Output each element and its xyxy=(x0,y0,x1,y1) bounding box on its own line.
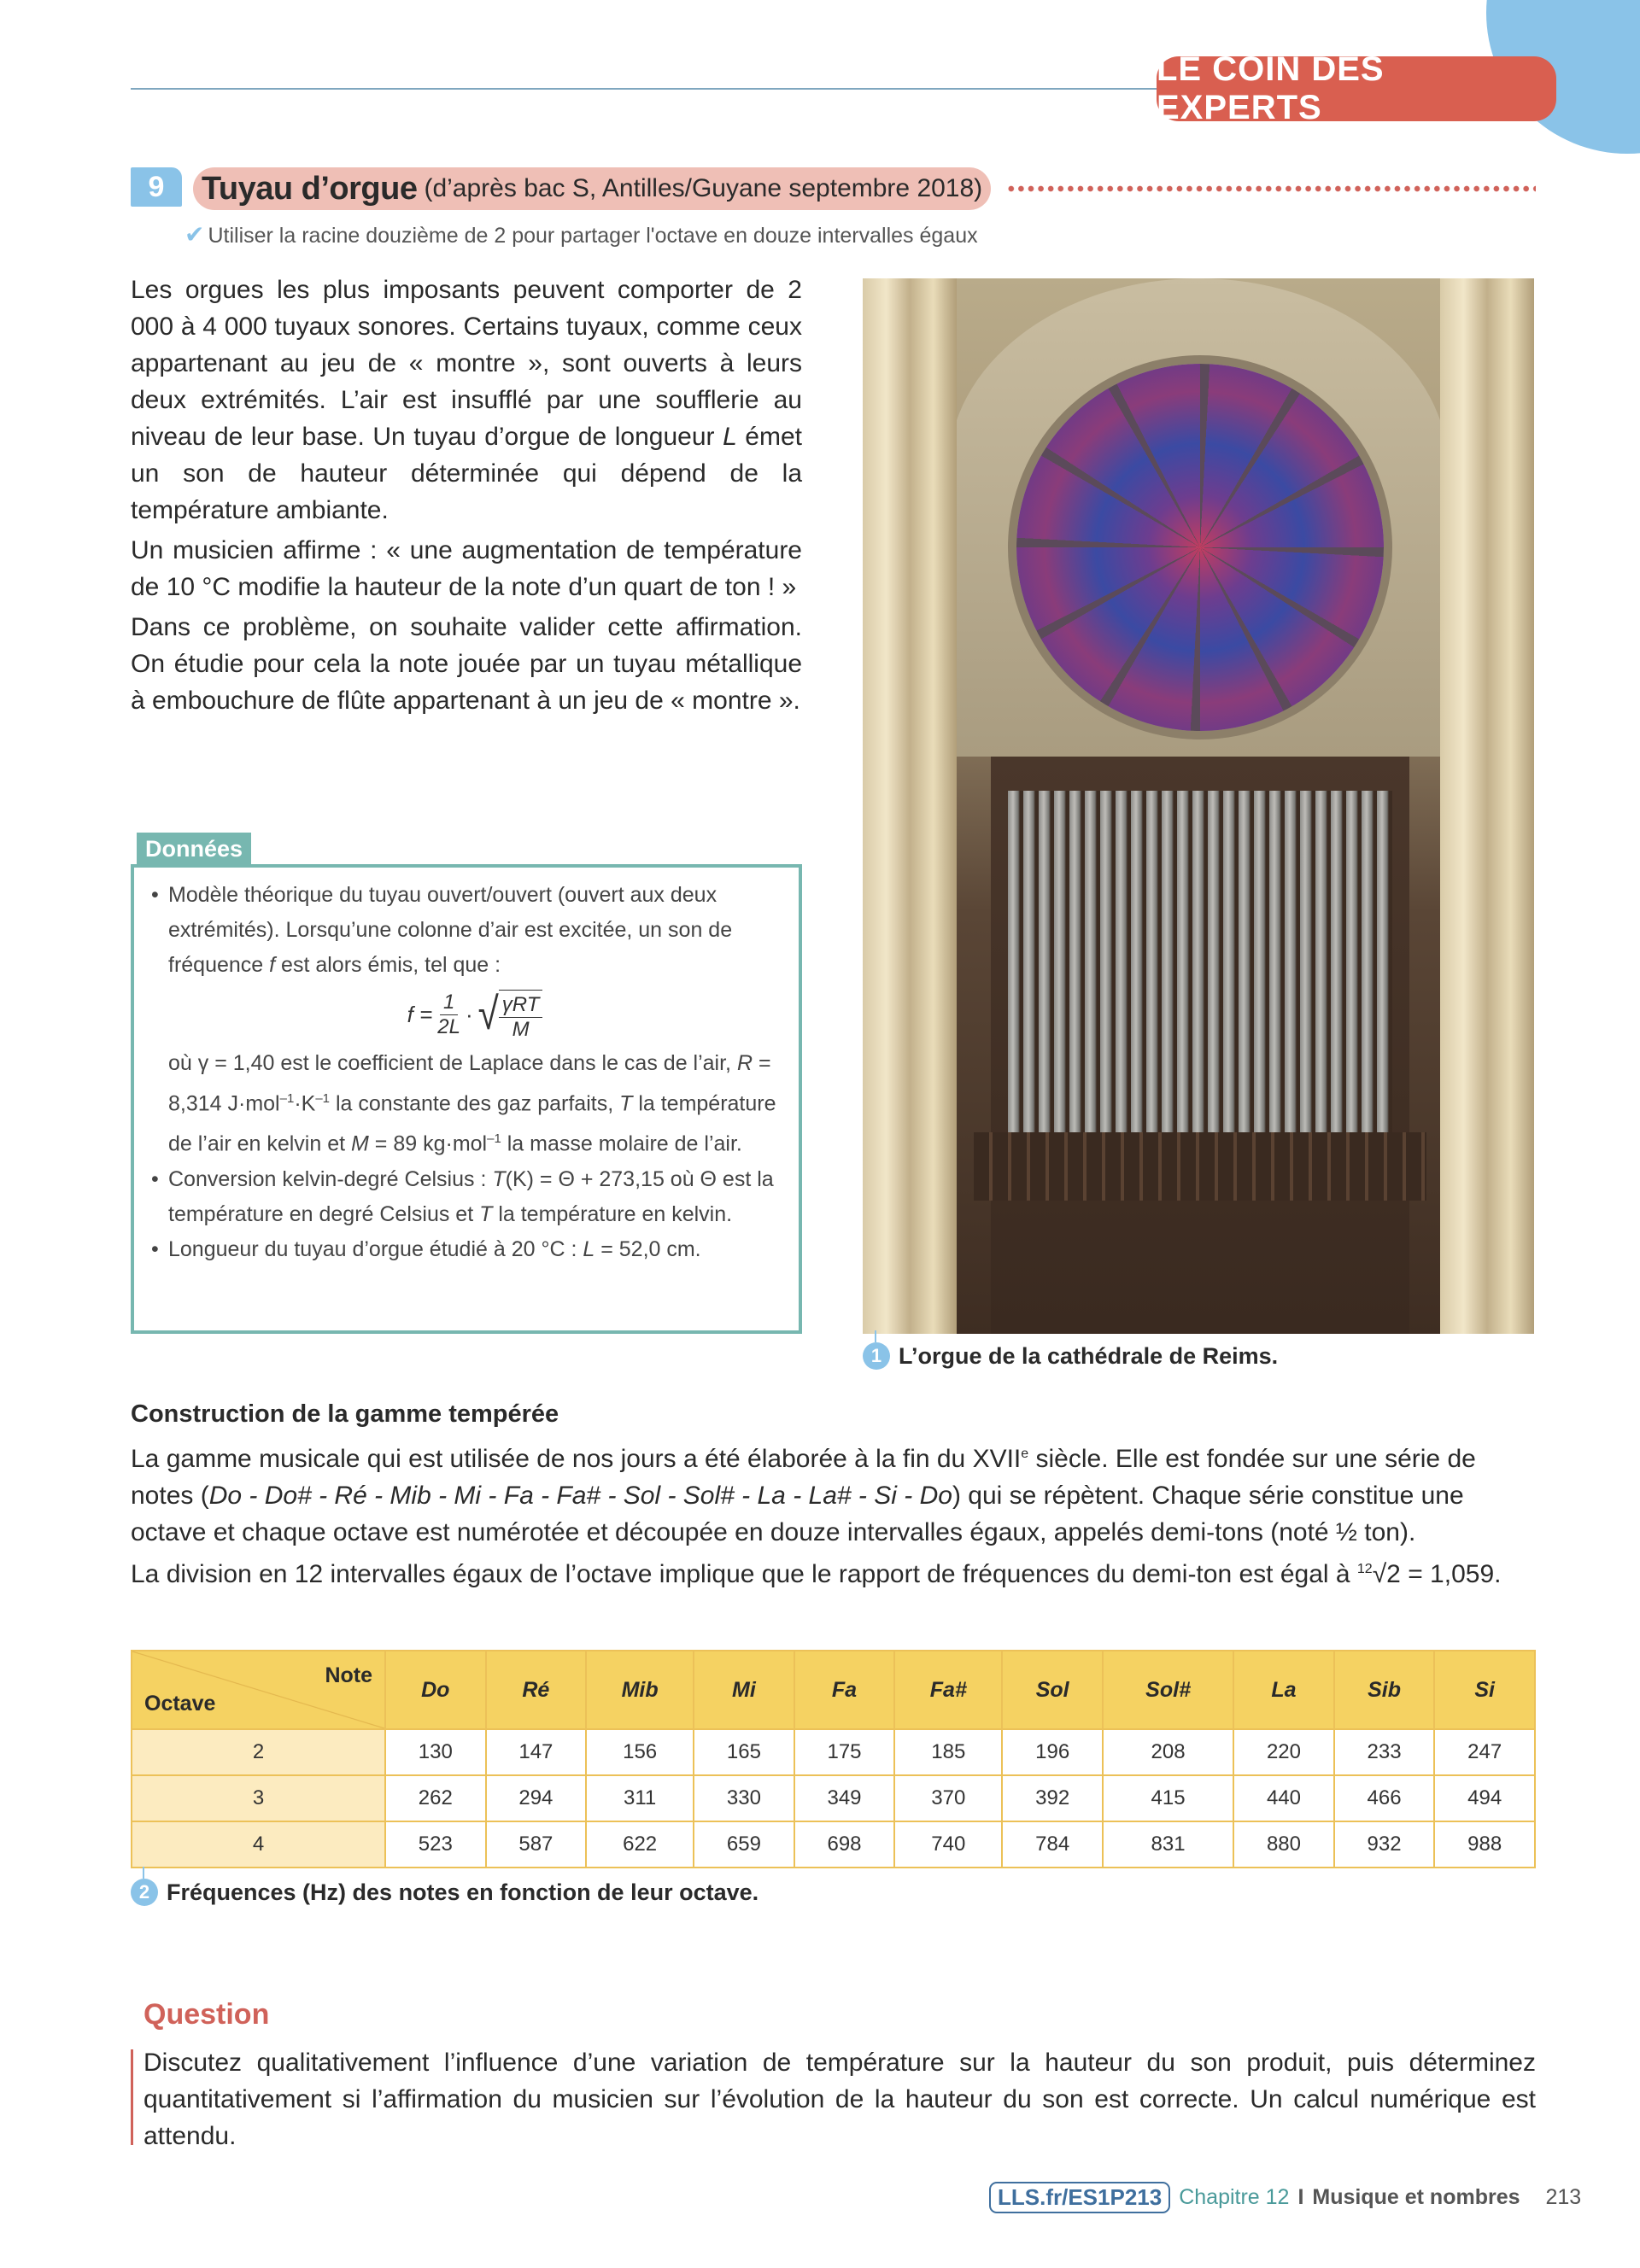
var-T: T xyxy=(479,1201,493,1226)
frequency-cell: 262 xyxy=(385,1775,486,1821)
fraction-numerator: 1 xyxy=(440,992,458,1015)
text: Longueur du tuyau d’orgue étudié à 20 °C : xyxy=(168,1236,583,1261)
question-text: Discutez qualitativement l’influence d’une variation de température sur la hauteur du son produit, puis déterminez quantitativement si l’affirmation du musicien sur l’évolution de la hauteur du son est correcte. Un calcul numérique est attendu. xyxy=(144,2049,1536,2150)
text: la masse molaire de l’air. xyxy=(501,1131,742,1156)
frequency-formula xyxy=(168,983,782,1046)
root-index: 12 xyxy=(1356,1562,1373,1576)
frequency-cell: 392 xyxy=(1002,1775,1103,1821)
frequency-cell: 440 xyxy=(1233,1775,1334,1821)
donnees-item-length xyxy=(151,1232,782,1267)
root-symbol: √2 xyxy=(1372,1560,1401,1588)
dotted-leader xyxy=(1006,185,1536,192)
column-header: Fa xyxy=(794,1651,895,1729)
frequency-cell: 147 xyxy=(486,1729,587,1775)
column-header: Sib xyxy=(1334,1651,1435,1729)
column-header: Fa# xyxy=(894,1651,1002,1729)
figure-number-badge: 1 xyxy=(863,1342,890,1370)
column-header: Sol# xyxy=(1103,1651,1233,1729)
formula-fraction xyxy=(437,992,460,1038)
frequency-cell: 698 xyxy=(794,1821,895,1868)
intro-paragraph-3: Dans ce problème, on souhaite valider cette affirmation. On étudie pour cela la note jouée par un tuyau métallique à embouchure de flûte appartenant à un jeu de « montre ». xyxy=(131,613,802,715)
var-L: L xyxy=(723,423,737,451)
frequency-cell: 784 xyxy=(1002,1821,1103,1868)
frequency-cell: 831 xyxy=(1103,1821,1233,1868)
frequency-cell: 294 xyxy=(486,1775,587,1821)
intro-p1-a: Les orgues les plus imposants peuvent comporter de 2 000 à 4 000 tuyaux sonores. Certains tuyaux, comme ceux appartenant au jeu de « montre », sont ouverts à leurs deux extrémités. L’air est insufflé par une soufflerie au niveau de leur base. Un tuyau d’orgue de longueur xyxy=(131,276,802,451)
frequency-cell: 349 xyxy=(794,1775,895,1821)
text: = 89 kg·mol xyxy=(368,1131,488,1156)
column-header: La xyxy=(1233,1651,1334,1729)
footer-separator: I xyxy=(1297,2185,1304,2209)
exercise-number: 9 xyxy=(131,167,182,207)
text: La division en 12 intervalles égaux de l’octave implique que le rapport de fréquences du demi-ton est égal à xyxy=(131,1560,1357,1588)
column-header: Mib xyxy=(586,1651,694,1729)
frequency-cell: 880 xyxy=(1233,1821,1334,1868)
exponent: –1 xyxy=(487,1131,501,1147)
sqrt-fraction xyxy=(499,992,543,1041)
organ-photo xyxy=(863,278,1534,1334)
text: est alors émis, tel que : xyxy=(275,953,501,977)
intro-paragraph-1 xyxy=(131,272,802,529)
exercise-source: (d’après bac S, Antilles/Guyane septembre 2018) xyxy=(424,174,983,202)
section-banner: LE COIN DES EXPERTS xyxy=(1157,56,1556,121)
photo-organ-balcony xyxy=(974,1132,1426,1201)
var-T: T xyxy=(492,1166,506,1191)
frequency-cell: 247 xyxy=(1434,1729,1535,1775)
octave-cell: 4 xyxy=(132,1821,385,1868)
text: = 1,059. xyxy=(1400,1560,1502,1588)
donnees-label: Données xyxy=(137,833,251,864)
sqrt-body xyxy=(499,990,543,1040)
text: = 52,0 cm. xyxy=(594,1236,701,1261)
frequency-cell: 622 xyxy=(586,1821,694,1868)
footer-link[interactable]: LLS.fr/ES1P213 xyxy=(989,2182,1170,2213)
frequency-cell: 196 xyxy=(1002,1729,1103,1775)
exercise-title xyxy=(193,167,991,210)
sqrt-numerator: γRT xyxy=(499,995,543,1018)
figure-1-caption xyxy=(863,1342,1278,1370)
frequency-table xyxy=(131,1650,1536,1868)
exponent: –1 xyxy=(279,1091,295,1106)
note-sequence: Do - Do# - Ré - Mib - Mi - Fa - Fa# - Sol - Sol# - La - La# - Si - Do xyxy=(208,1482,952,1510)
figure-2-caption-text: Fréquences (Hz) des notes en fonction de leur octave. xyxy=(167,1879,759,1905)
frequency-cell: 740 xyxy=(894,1821,1002,1868)
intro-text xyxy=(131,272,802,722)
footer-chapter: Chapitre 12 xyxy=(1179,2185,1290,2209)
photo-pillar-right xyxy=(1440,278,1534,1334)
frequency-cell: 330 xyxy=(694,1775,794,1821)
photo-rose-window xyxy=(1016,364,1384,731)
photo-pillar-left xyxy=(863,278,957,1334)
gamme-heading: Construction de la gamme tempérée xyxy=(131,1400,559,1428)
frequency-cell: 130 xyxy=(385,1729,486,1775)
frequency-cell: 659 xyxy=(694,1821,794,1868)
photo-organ-pipes xyxy=(1008,791,1392,1149)
sqrt-denominator: M xyxy=(512,1017,530,1041)
table-body xyxy=(132,1729,1535,1868)
checkmark-icon: ✔ xyxy=(184,221,205,248)
figure-1-caption-text: L’orgue de la cathédrale de Reims. xyxy=(899,1342,1279,1369)
frequency-cell: 523 xyxy=(385,1821,486,1868)
skill-text: Utiliser la racine douzième de 2 pour partager l'octave en douze intervalles égaux xyxy=(208,224,978,248)
var-T: T xyxy=(619,1091,633,1116)
frequency-cell: 175 xyxy=(794,1729,895,1775)
column-header: Mi xyxy=(694,1651,794,1729)
fraction-denominator: 2L xyxy=(437,1014,460,1038)
table-header-row xyxy=(132,1651,1535,1729)
frequency-cell: 587 xyxy=(486,1821,587,1868)
frequency-cell: 311 xyxy=(586,1775,694,1821)
text: (K) = Θ + 273,15 où Θ est la température en degré Celsius et xyxy=(168,1166,774,1226)
exercise-title-main: Tuyau d’orgue xyxy=(202,170,418,207)
table-row xyxy=(132,1775,1535,1821)
table-row xyxy=(132,1729,1535,1775)
intro-paragraph-2: Un musicien affirme : « une augmentation de température de 10 °C modifie la hauteur de la note d’un quart de ton ! » xyxy=(131,536,802,601)
frequency-cell: 208 xyxy=(1103,1729,1233,1775)
frequency-cell: 494 xyxy=(1434,1775,1535,1821)
text: ·K xyxy=(294,1091,316,1116)
text: la constante des gaz parfaits, xyxy=(330,1091,620,1116)
text: Conversion kelvin-degré Celsius : xyxy=(168,1166,493,1191)
question-title: Question xyxy=(144,1998,270,2031)
text: La gamme musicale qui est utilisée de nos jours a été élaborée à la fin du XVII xyxy=(131,1445,1022,1473)
frequency-cell: 415 xyxy=(1103,1775,1233,1821)
text: siècle. Elle est fondée sur une série de notes ( xyxy=(131,1445,1476,1510)
text: Modèle théorique du tuyau ouvert/ouvert (ouvert aux deux extrémités). Lorsqu’une colonne d’air est excitée, un son de fréquence xyxy=(168,883,733,977)
intro-p1-b: émet un son de hauteur déterminée qui dépend de la température ambiante. xyxy=(131,423,802,524)
frequency-cell: 466 xyxy=(1334,1775,1435,1821)
header-rule xyxy=(131,88,1181,90)
page-number: 213 xyxy=(1545,2185,1582,2209)
table-row xyxy=(132,1821,1535,1868)
frequency-cell: 233 xyxy=(1334,1729,1435,1775)
corner-note-label: Note xyxy=(325,1663,372,1687)
frequency-cell: 932 xyxy=(1334,1821,1435,1868)
table-corner-cell xyxy=(132,1651,385,1729)
donnees-box xyxy=(131,864,802,1334)
gamme-section xyxy=(131,1400,1536,1593)
formula-dot: · xyxy=(465,1002,473,1027)
corner-octave-label: Octave xyxy=(144,1692,216,1716)
text: ) qui se répètent. Chaque série constitue une octave et chaque octave est numérotée et découpée en douze intervalles égaux, appelés demi-tons (noté ½ ton). xyxy=(131,1482,1464,1546)
column-header: Ré xyxy=(486,1651,587,1729)
frequency-cell: 220 xyxy=(1233,1729,1334,1775)
donnees-item-model xyxy=(151,878,782,1162)
text: la température de l’air en kelvin et xyxy=(168,1091,776,1156)
column-header: Si xyxy=(1434,1651,1535,1729)
var-L: L xyxy=(583,1236,595,1261)
skill-objective xyxy=(184,220,978,248)
exponent: –1 xyxy=(315,1091,330,1106)
formula-sqrt xyxy=(478,990,543,1040)
var-R: R xyxy=(736,1051,753,1075)
frequency-cell: 988 xyxy=(1434,1821,1535,1868)
superscript: e xyxy=(1021,1447,1029,1461)
gamme-paragraph-1 xyxy=(131,1435,1536,1551)
var-M: M xyxy=(351,1131,369,1156)
figure-number-badge: 2 xyxy=(131,1879,158,1906)
column-header: Sol xyxy=(1002,1651,1103,1729)
footer-chapter-title: Musique et nombres xyxy=(1312,2185,1520,2209)
frequency-cell: 185 xyxy=(894,1729,1002,1775)
radical-icon: √ xyxy=(477,989,499,1039)
frequency-cell: 165 xyxy=(694,1729,794,1775)
frequency-cell: 370 xyxy=(894,1775,1002,1821)
figure-2-caption xyxy=(131,1879,758,1906)
var-f: f xyxy=(269,953,276,977)
gamme-paragraph-2 xyxy=(131,1551,1536,1593)
column-header: Do xyxy=(385,1651,486,1729)
frequency-cell: 156 xyxy=(586,1729,694,1775)
question-rule xyxy=(131,2049,133,2145)
text: où γ = 1,40 est le coefficient de Laplace dans le cas de l’air, xyxy=(168,1051,737,1075)
text: = 8,314 J·mol xyxy=(168,1051,771,1116)
octave-cell: 2 xyxy=(132,1729,385,1775)
text: la température en kelvin. xyxy=(492,1201,733,1226)
octave-cell: 3 xyxy=(132,1775,385,1821)
page-footer xyxy=(989,2182,1581,2213)
formula-lhs: f = xyxy=(407,1002,433,1027)
donnees-item-conversion xyxy=(151,1162,782,1232)
